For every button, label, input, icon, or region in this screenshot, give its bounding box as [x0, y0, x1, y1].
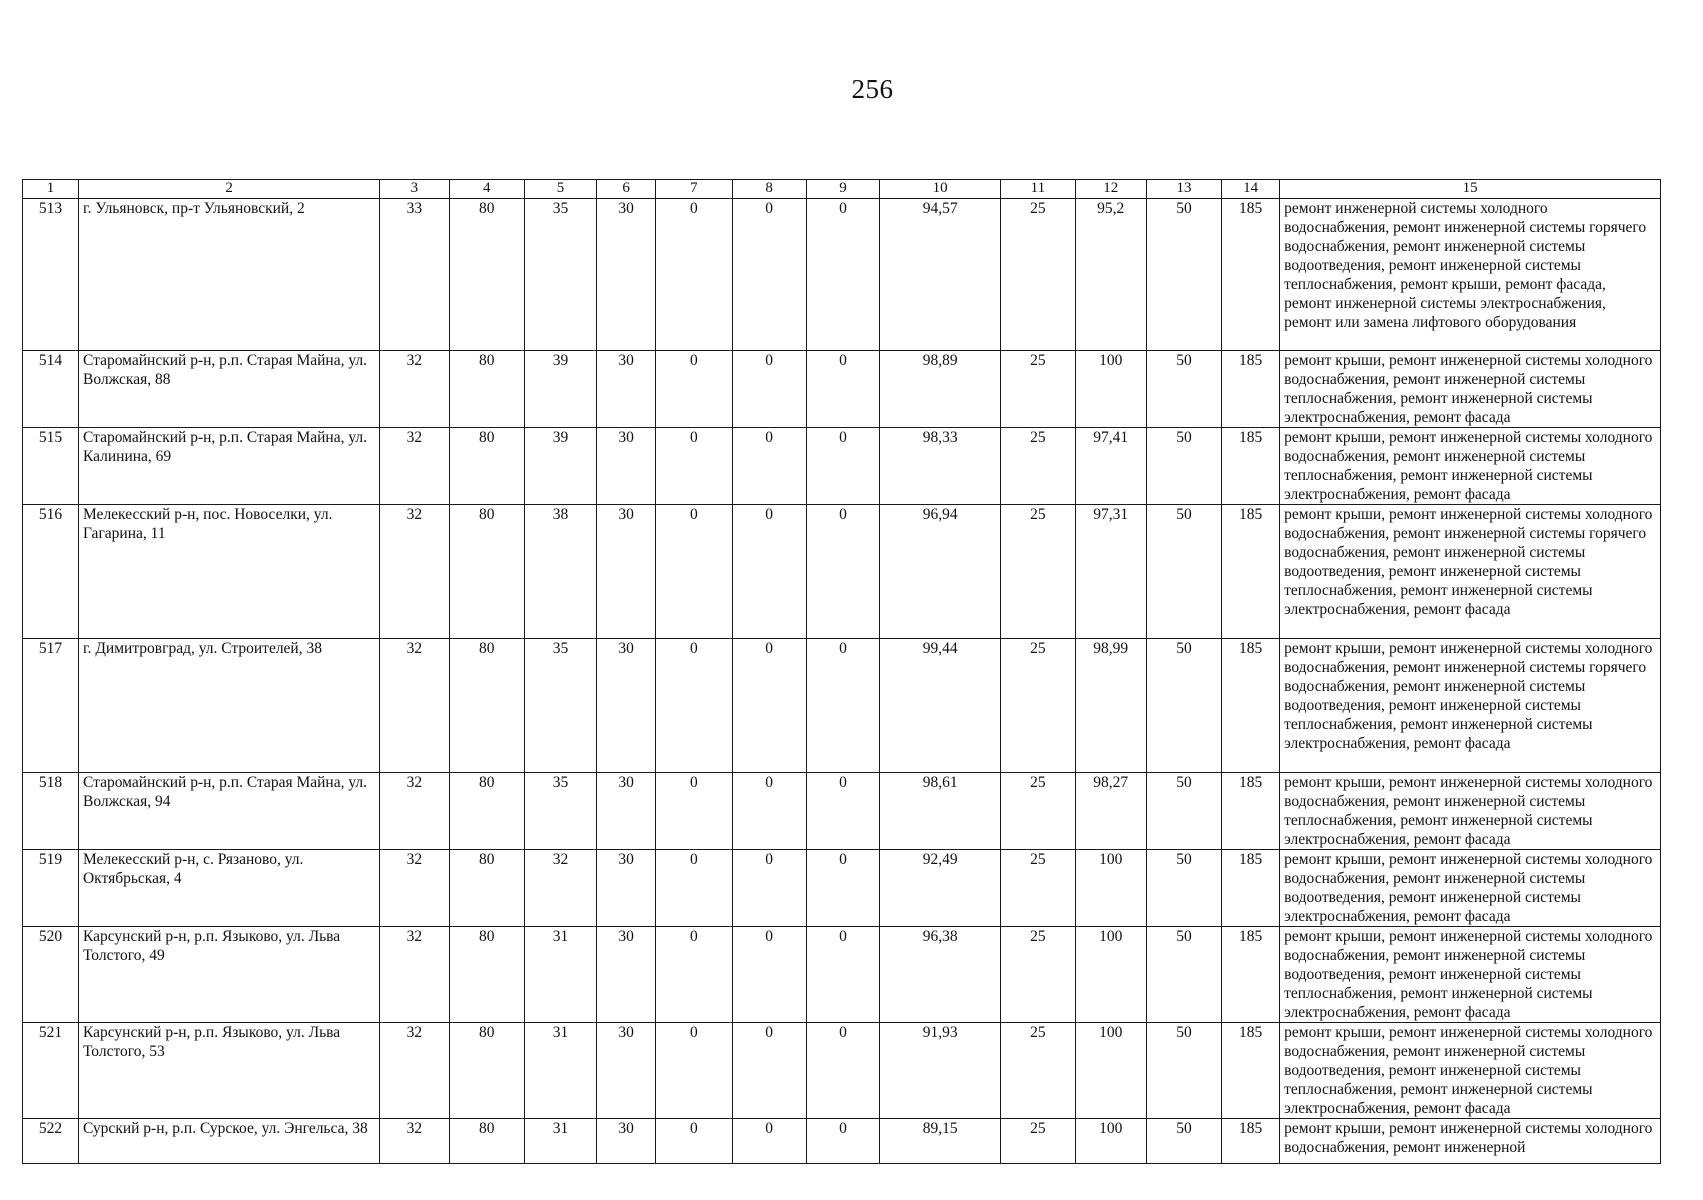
value-cell: 25: [1001, 773, 1075, 850]
value-cell: 32: [380, 639, 449, 773]
value-cell: 80: [449, 850, 524, 927]
value-cell: 100: [1075, 927, 1146, 1023]
works-cell: ремонт крыши, ремонт инженерной системы холодного водоснабжения, ремонт инженерной системы теплоснабжения, ремонт инженерной системы электроснабжения, ремонт фасада: [1280, 773, 1661, 850]
table-row: [23, 1119, 1661, 1164]
works-cell: ремонт крыши, ремонт инженерной системы холодного водоснабжения, ремонт инженерной: [1280, 1119, 1661, 1164]
value-cell: 80: [449, 639, 524, 773]
value-cell: 96,38: [880, 927, 1001, 1023]
value-cell: 100: [1075, 1119, 1146, 1164]
value-cell: 99,44: [880, 639, 1001, 773]
value-cell: 0: [732, 1119, 806, 1164]
value-cell: 0: [732, 639, 806, 773]
value-cell: 50: [1146, 505, 1221, 639]
value-cell: 30: [597, 1023, 656, 1119]
value-cell: 185: [1222, 927, 1280, 1023]
value-cell: 32: [380, 850, 449, 927]
value-cell: 0: [656, 927, 732, 1023]
value-cell: 25: [1001, 927, 1075, 1023]
col-header: 5: [524, 180, 596, 199]
address-cell: Старомайнский р-н, р.п. Старая Майна, ул. Волжская, 94: [78, 773, 379, 850]
value-cell: 0: [806, 1023, 879, 1119]
value-cell: 50: [1146, 1023, 1221, 1119]
value-cell: 25: [1001, 639, 1075, 773]
col-header: 3: [380, 180, 449, 199]
value-cell: 0: [656, 1119, 732, 1164]
value-cell: 31: [524, 927, 596, 1023]
value-cell: 0: [732, 850, 806, 927]
address-cell: Старомайнский р-н, р.п. Старая Майна, ул. Волжская, 88: [78, 351, 379, 428]
works-cell: ремонт крыши, ремонт инженерной системы холодного водоснабжения, ремонт инженерной системы теплоснабжения, ремонт инженерной системы электроснабжения, ремонт фасада: [1280, 351, 1661, 428]
value-cell: 0: [732, 505, 806, 639]
works-cell: ремонт крыши, ремонт инженерной системы холодного водоснабжения, ремонт инженерной системы горячего водоснабжения, ремонт инженерной системы водоотведения, ремонт инженерной системы теплоснабжения, ремонт инженерной системы электроснабжения, ремонт фасада: [1280, 639, 1661, 773]
value-cell: 0: [656, 1023, 732, 1119]
value-cell: 50: [1146, 850, 1221, 927]
address-cell: г. Ульяновск, пр-т Ульяновский, 2: [78, 199, 379, 351]
row-number: 514: [23, 351, 79, 428]
col-header: 6: [597, 180, 656, 199]
value-cell: 100: [1075, 1023, 1146, 1119]
value-cell: 80: [449, 927, 524, 1023]
value-cell: 30: [597, 639, 656, 773]
value-cell: 25: [1001, 199, 1075, 351]
value-cell: 185: [1222, 639, 1280, 773]
value-cell: 0: [732, 428, 806, 505]
value-cell: 32: [380, 505, 449, 639]
value-cell: 100: [1075, 351, 1146, 428]
value-cell: 25: [1001, 1023, 1075, 1119]
value-cell: 25: [1001, 351, 1075, 428]
address-cell: Карсунский р-н, р.п. Языково, ул. Льва Толстого, 53: [78, 1023, 379, 1119]
col-header: 14: [1222, 180, 1280, 199]
value-cell: 185: [1222, 505, 1280, 639]
table-row: [23, 639, 1661, 773]
value-cell: 50: [1146, 773, 1221, 850]
value-cell: 100: [1075, 850, 1146, 927]
value-cell: 38: [524, 505, 596, 639]
value-cell: 30: [597, 850, 656, 927]
value-cell: 0: [656, 850, 732, 927]
value-cell: 30: [597, 351, 656, 428]
value-cell: 185: [1222, 850, 1280, 927]
value-cell: 39: [524, 428, 596, 505]
col-header: 11: [1001, 180, 1075, 199]
row-number: 521: [23, 1023, 79, 1119]
value-cell: 30: [597, 1119, 656, 1164]
value-cell: 95,2: [1075, 199, 1146, 351]
value-cell: 33: [380, 199, 449, 351]
value-cell: 80: [449, 351, 524, 428]
page-number: 256: [851, 74, 894, 104]
value-cell: 0: [656, 773, 732, 850]
value-cell: 35: [524, 199, 596, 351]
value-cell: 0: [806, 199, 879, 351]
value-cell: 80: [449, 505, 524, 639]
col-header: 8: [732, 180, 806, 199]
value-cell: 80: [449, 1023, 524, 1119]
value-cell: 25: [1001, 1119, 1075, 1164]
value-cell: 50: [1146, 1119, 1221, 1164]
value-cell: 97,31: [1075, 505, 1146, 639]
value-cell: 0: [656, 639, 732, 773]
value-cell: 30: [597, 199, 656, 351]
address-cell: Старомайнский р-н, р.п. Старая Майна, ул. Калинина, 69: [78, 428, 379, 505]
works-cell: ремонт крыши, ремонт инженерной системы холодного водоснабжения, ремонт инженерной системы водоотведения, ремонт инженерной системы теплоснабжения, ремонт инженерной системы электроснабжения, ремонт фасада: [1280, 1023, 1661, 1119]
value-cell: 32: [380, 351, 449, 428]
value-cell: 0: [656, 505, 732, 639]
value-cell: 92,49: [880, 850, 1001, 927]
value-cell: 0: [656, 199, 732, 351]
value-cell: 80: [449, 1119, 524, 1164]
value-cell: 98,99: [1075, 639, 1146, 773]
table-row: [23, 351, 1661, 428]
value-cell: 98,33: [880, 428, 1001, 505]
value-cell: 185: [1222, 1023, 1280, 1119]
value-cell: 185: [1222, 428, 1280, 505]
address-cell: Карсунский р-н, р.п. Языково, ул. Льва Толстого, 49: [78, 927, 379, 1023]
works-cell: ремонт инженерной системы холодного водоснабжения, ремонт инженерной системы горячего водоснабжения, ремонт инженерной системы водоотведения, ремонт инженерной системы теплоснабжения, ремонт крыши, ремонт фасада, ремонт инженерной системы электроснабжения, ремонт или замена лифтового оборудования: [1280, 199, 1661, 351]
value-cell: 35: [524, 773, 596, 850]
value-cell: 32: [380, 428, 449, 505]
value-cell: 185: [1222, 773, 1280, 850]
address-cell: Сурский р-н, р.п. Сурское, ул. Энгельса, 38: [78, 1119, 379, 1164]
value-cell: 0: [806, 1119, 879, 1164]
value-cell: 32: [380, 927, 449, 1023]
col-header: 4: [449, 180, 524, 199]
row-number: 518: [23, 773, 79, 850]
row-number: 517: [23, 639, 79, 773]
value-cell: 25: [1001, 850, 1075, 927]
value-cell: 0: [806, 639, 879, 773]
value-cell: 185: [1222, 351, 1280, 428]
column-number-header-row: [23, 180, 1661, 199]
address-cell: Мелекесский р-н, с. Рязаново, ул. Октябрьская, 4: [78, 850, 379, 927]
value-cell: 0: [656, 351, 732, 428]
value-cell: 0: [806, 505, 879, 639]
value-cell: 0: [806, 927, 879, 1023]
row-number: 520: [23, 927, 79, 1023]
works-cell: ремонт крыши, ремонт инженерной системы холодного водоснабжения, ремонт инженерной системы теплоснабжения, ремонт инженерной системы электроснабжения, ремонт фасада: [1280, 428, 1661, 505]
value-cell: 0: [806, 773, 879, 850]
value-cell: 0: [806, 351, 879, 428]
value-cell: 50: [1146, 199, 1221, 351]
value-cell: 30: [597, 927, 656, 1023]
value-cell: 32: [380, 1119, 449, 1164]
value-cell: 0: [732, 1023, 806, 1119]
value-cell: 0: [656, 428, 732, 505]
value-cell: 80: [449, 428, 524, 505]
value-cell: 32: [380, 773, 449, 850]
value-cell: 39: [524, 351, 596, 428]
table-row: [23, 850, 1661, 927]
value-cell: 30: [597, 428, 656, 505]
row-number: 513: [23, 199, 79, 351]
value-cell: 35: [524, 639, 596, 773]
value-cell: 0: [806, 850, 879, 927]
value-cell: 32: [380, 1023, 449, 1119]
value-cell: 50: [1146, 351, 1221, 428]
table-row: [23, 199, 1661, 351]
value-cell: 0: [732, 773, 806, 850]
col-header: 7: [656, 180, 732, 199]
value-cell: 0: [732, 351, 806, 428]
table-row: [23, 773, 1661, 850]
row-number: 515: [23, 428, 79, 505]
table-row: [23, 428, 1661, 505]
value-cell: 98,89: [880, 351, 1001, 428]
value-cell: 185: [1222, 199, 1280, 351]
value-cell: 91,93: [880, 1023, 1001, 1119]
repair-registry-table: [22, 179, 1661, 1164]
value-cell: 31: [524, 1023, 596, 1119]
col-header: 10: [880, 180, 1001, 199]
works-cell: ремонт крыши, ремонт инженерной системы холодного водоснабжения, ремонт инженерной системы водоотведения, ремонт инженерной системы электроснабжения, ремонт фасада: [1280, 850, 1661, 927]
value-cell: 80: [449, 773, 524, 850]
value-cell: 25: [1001, 505, 1075, 639]
table-row: [23, 505, 1661, 639]
row-number: 516: [23, 505, 79, 639]
value-cell: 97,41: [1075, 428, 1146, 505]
value-cell: 31: [524, 1119, 596, 1164]
value-cell: 80: [449, 199, 524, 351]
works-cell: ремонт крыши, ремонт инженерной системы холодного водоснабжения, ремонт инженерной системы водоотведения, ремонт инженерной системы теплоснабжения, ремонт инженерной системы электроснабжения, ремонт фасада: [1280, 927, 1661, 1023]
works-cell: ремонт крыши, ремонт инженерной системы холодного водоснабжения, ремонт инженерной системы горячего водоснабжения, ремонт инженерной системы водоотведения, ремонт инженерной системы теплоснабжения, ремонт инженерной системы электроснабжения, ремонт фасада: [1280, 505, 1661, 639]
col-header: 2: [78, 180, 379, 199]
row-number: 522: [23, 1119, 79, 1164]
value-cell: 0: [732, 927, 806, 1023]
col-header: 13: [1146, 180, 1221, 199]
col-header: 1: [23, 180, 79, 199]
table-row: [23, 1023, 1661, 1119]
col-header: 9: [806, 180, 879, 199]
value-cell: 25: [1001, 428, 1075, 505]
value-cell: 96,94: [880, 505, 1001, 639]
value-cell: 89,15: [880, 1119, 1001, 1164]
value-cell: 98,27: [1075, 773, 1146, 850]
address-cell: Мелекесский р-н, пос. Новоселки, ул. Гагарина, 11: [78, 505, 379, 639]
value-cell: 185: [1222, 1119, 1280, 1164]
value-cell: 0: [806, 428, 879, 505]
value-cell: 0: [732, 199, 806, 351]
value-cell: 50: [1146, 927, 1221, 1023]
address-cell: г. Димитровград, ул. Строителей, 38: [78, 639, 379, 773]
value-cell: 30: [597, 505, 656, 639]
value-cell: 98,61: [880, 773, 1001, 850]
value-cell: 50: [1146, 639, 1221, 773]
row-number: 519: [23, 850, 79, 927]
value-cell: 30: [597, 773, 656, 850]
table-row: [23, 927, 1661, 1023]
value-cell: 94,57: [880, 199, 1001, 351]
col-header: 15: [1280, 180, 1661, 199]
value-cell: 50: [1146, 428, 1221, 505]
col-header: 12: [1075, 180, 1146, 199]
value-cell: 32: [524, 850, 596, 927]
